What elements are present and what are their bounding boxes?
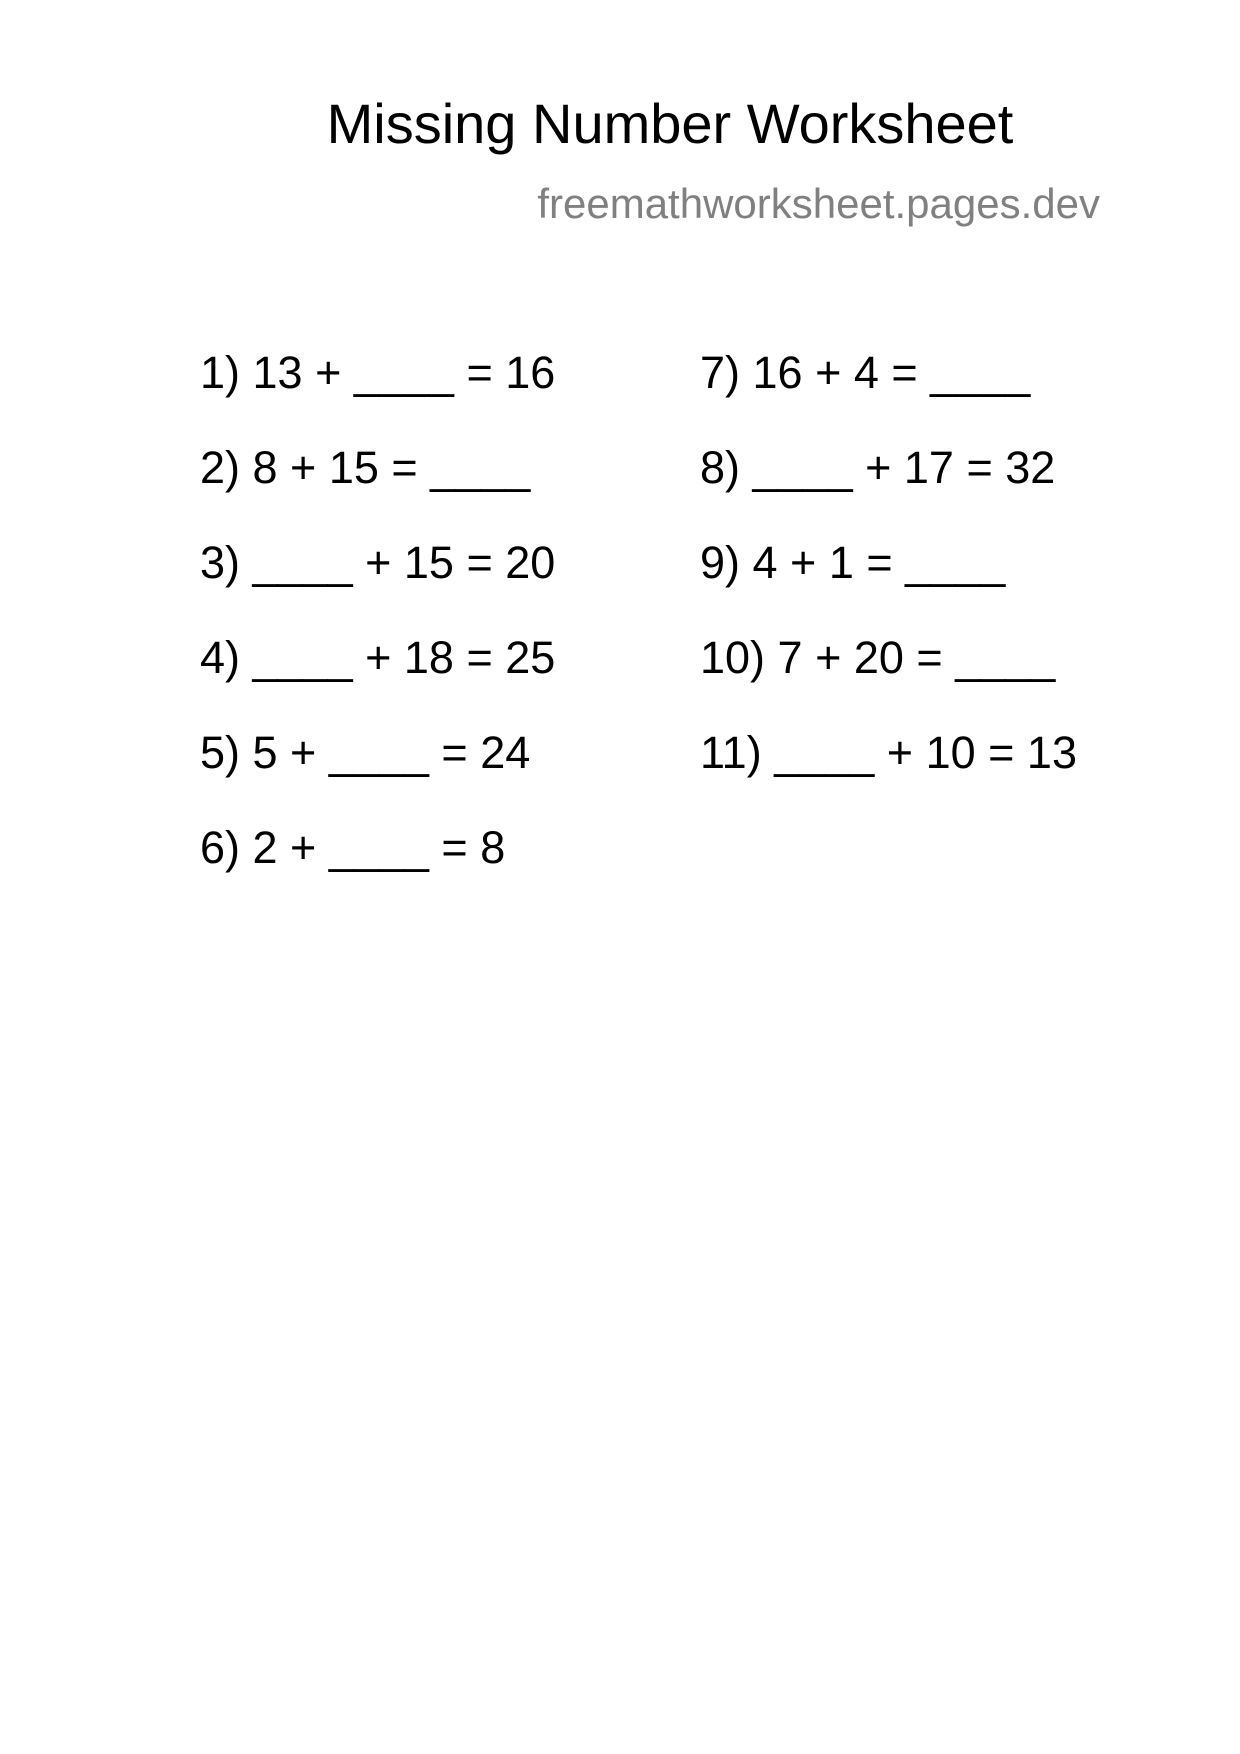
- problem-10: 10) 7 + 20 = ____: [700, 632, 1056, 683]
- problem-4: 4) ____ + 18 = 25: [200, 632, 556, 683]
- problem-9: 9) 4 + 1 = ____: [700, 537, 1006, 588]
- worksheet-title: Missing Number Worksheet: [326, 92, 1014, 155]
- problem-11: 11) ____ + 10 = 13: [700, 727, 1077, 778]
- problem-6: 6) 2 + ____ = 8: [200, 822, 506, 873]
- problem-3: 3) ____ + 15 = 20: [200, 537, 556, 588]
- source-url: freemathworksheet.pages.dev: [537, 180, 1100, 227]
- problem-8: 8) ____ + 17 = 32: [700, 442, 1056, 493]
- problem-7: 7) 16 + 4 = ____: [700, 347, 1031, 398]
- problem-5: 5) 5 + ____ = 24: [200, 727, 531, 778]
- problem-1: 1) 13 + ____ = 16: [200, 347, 556, 398]
- problem-2: 2) 8 + 15 = ____: [200, 442, 531, 493]
